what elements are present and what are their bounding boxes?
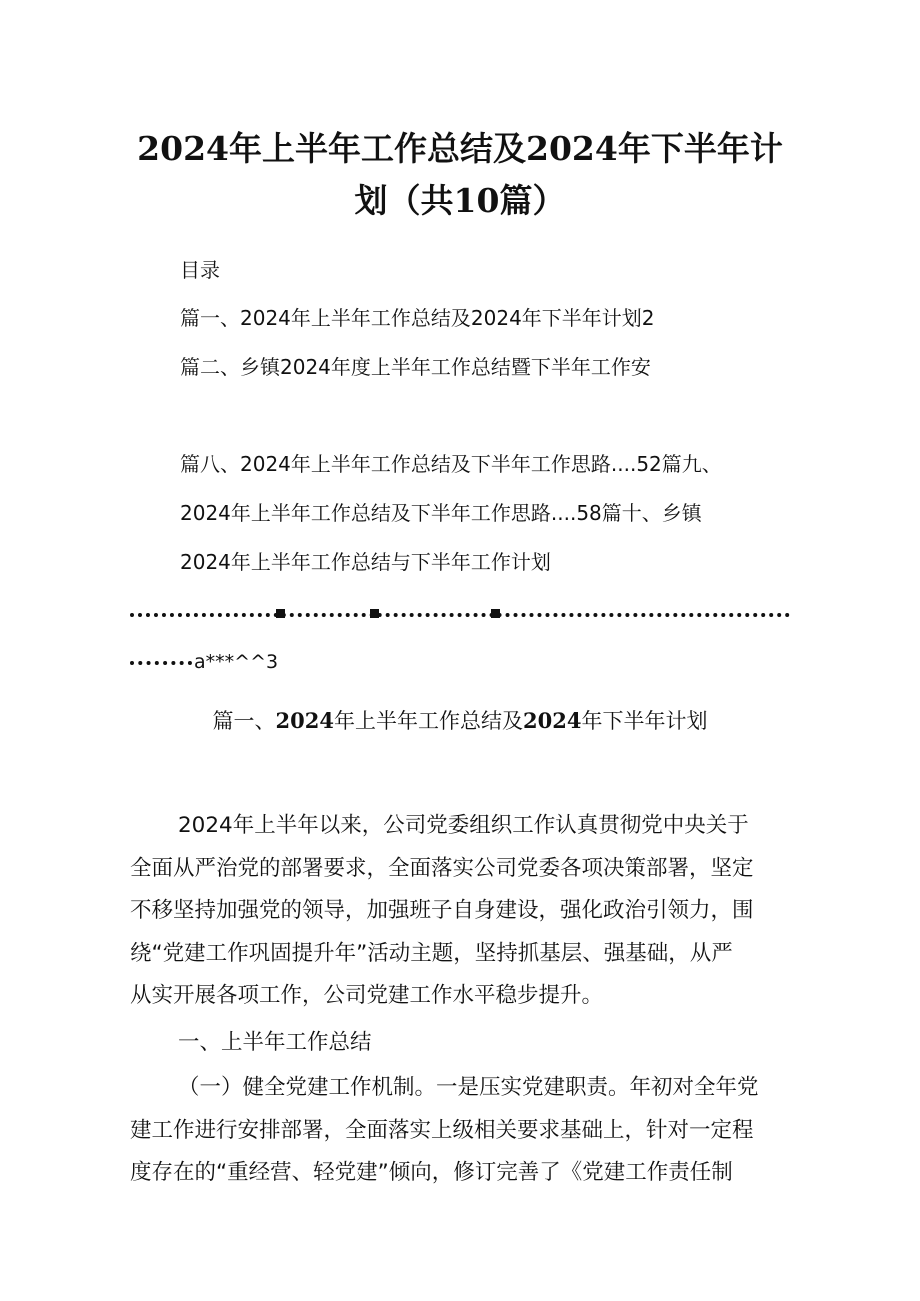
- paragraph-line: 建工作进行安排部署，全面落实上级相关要求基础上，针对一定程: [130, 1117, 754, 1143]
- paragraph-line: 不移坚持加强党的领导，加强班子自身建设，强化政治引领力，围: [130, 898, 754, 923]
- toc-entry-2: 篇二、乡镇2024年度上半年工作总结暨下半年工作安: [180, 355, 651, 379]
- toc-entry-9: 2024年上半年工作总结及下半年工作思路....58篇十、乡镇: [180, 501, 702, 525]
- toc-leader-tail-text: a***^^3: [194, 651, 279, 673]
- paragraph-line: 全面从严治党的部署要求，全面落实公司党委各项决策部署，坚定: [130, 855, 754, 881]
- paragraph-line: 2024年上半年以来，公司党委组织工作认真贯彻党中央关于: [178, 813, 749, 838]
- toc-heading: 目录: [180, 258, 220, 282]
- section-title-year-2: 2024: [523, 708, 582, 733]
- paragraph-line: 从实开展各项工作，公司党建工作水平稳步提升。: [130, 983, 604, 1008]
- section-title-middle: 年上半年工作总结及: [334, 709, 523, 733]
- paragraph-line: 度存在的“重经营、轻党建”倾向，修订完善了《党建工作责任制: [130, 1160, 733, 1185]
- square-marker-icon: [370, 609, 379, 618]
- toc-entry-8: 篇八、2024年上半年工作总结及下半年工作思路....52篇九、: [180, 452, 722, 476]
- toc-entry-1: 篇一、2024年上半年工作总结及2024年下半年计划2: [180, 306, 655, 330]
- toc-leader-dots: [130, 608, 790, 620]
- subheading-first-half-summary: 一、上半年工作总结: [178, 1030, 372, 1055]
- square-marker-icon: [491, 609, 500, 618]
- toc-leader-tail: [130, 648, 278, 676]
- paragraph-line: （一）健全党建工作机制。一是压实党建职责。年初对全年党: [178, 1075, 759, 1100]
- document-title-line-2: 划（共10篇）: [354, 181, 566, 220]
- document-title-line-1: 2024年上半年工作总结及2024年下半年计: [137, 129, 783, 168]
- square-marker-icon: [276, 609, 285, 618]
- section-title: [120, 706, 800, 736]
- leader-dotted-line: [130, 661, 192, 665]
- paragraph-line: 绕“党建工作巩固提升年”活动主题，坚持抓基层、强基础，从严: [130, 940, 733, 966]
- leader-dotted-line: [130, 613, 790, 617]
- section-title-year-1: 2024: [275, 708, 334, 733]
- section-title-suffix: 年下半年计划: [581, 709, 708, 733]
- body-paragraph-2: [130, 1067, 795, 1195]
- section-title-prefix: 篇一、: [212, 709, 276, 733]
- body-paragraph-1: [130, 805, 795, 1018]
- toc-entry-10: 2024年上半年工作总结与下半年工作计划: [180, 550, 551, 574]
